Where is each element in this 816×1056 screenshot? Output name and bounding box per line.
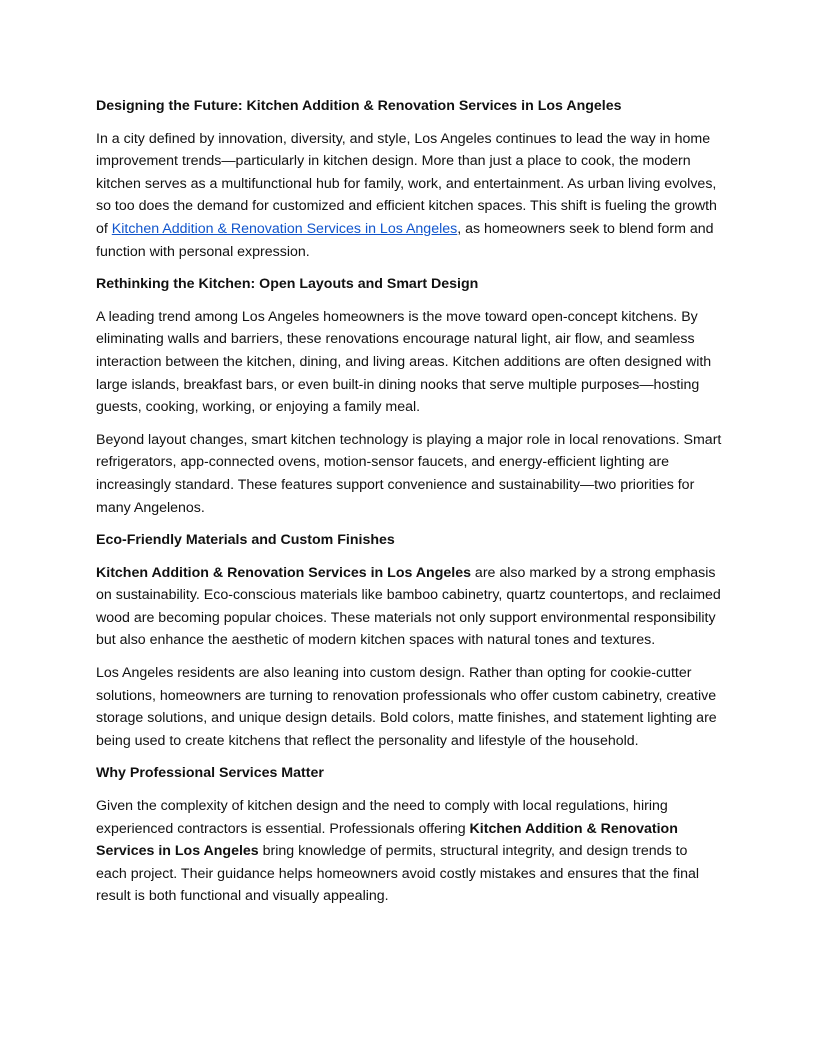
paragraph-sustainability: [96, 562, 722, 652]
section-heading-professional: Why Professional Services Matter: [96, 765, 324, 782]
bold-service-name-2: Kitchen Addition & Renovation Services in Los Angeles: [96, 820, 678, 860]
page-title: Designing the Future: Kitchen Addition & Renovation Services in Los Angeles: [96, 98, 622, 114]
paragraph-custom-design: Los Angeles residents are also leaning into custom design. Rather than opting for cookie-cutter solutions, homeowners are turning to renovation professionals who offer custom cabinetry, creative storage solutions, and unique design details. Bold colors, matte finishes, and statement lighting are being used to create kitchens that reflect the personality and lifestyle of the household.: [96, 665, 717, 749]
intro-paragraph: [96, 128, 722, 264]
paragraph-open-layouts: A leading trend among Los Angeles homeowners is the move toward open-concept kitchens. By eliminating walls and barriers, these renovations encourage natural light, air flow, and seamless interaction between the kitchen, dining, and living areas. Kitchen additions are often designed with large islands, breakfast bars, or even built-in dining nooks that serve multiple purposes—hosting guests, cooking, working, or enjoying a family meal.: [96, 308, 712, 416]
professional-text-after: bring knowledge of permits, structural integrity, and design trends to each project. Their guidance helps homeowners avoid costly mistakes and ensures that the final result is both functional and visually appealing.: [96, 843, 700, 905]
paragraph-professional: [96, 795, 722, 908]
bold-service-name: Kitchen Addition & Renovation Services in Los Angeles: [96, 564, 471, 581]
intro-text-before-link: In a city defined by innovation, diversity, and style, Los Angeles continues to lead the way in home improvement trends—particularly in kitchen design. More than just a place to cook, the modern kitchen serves as a multifunctional hub for family, work, and entertainment. As urban living evolves, so too does the demand for customized and efficient kitchen spaces. This shift is fueling the growth of: [96, 130, 717, 237]
sustainability-text: are also marked by a strong emphasis on sustainability. Eco-conscious materials like bamboo cabinetry, quartz countertops, and reclaimed wood are becoming popular choices. These materials not only support environmental responsibility but also enhance the aesthetic of modern kitchen spaces with natural tones and textures.: [96, 564, 721, 649]
professional-text-before: Given the complexity of kitchen design and the need to comply with local regulations, hiring experienced contractors is essential. Professionals offering: [96, 798, 668, 837]
paragraph-smart-tech: Beyond layout changes, smart kitchen technology is playing a major role in local renovations. Smart refrigerators, app-connected ovens, motion-sensor faucets, and energy-efficient lighting are increasingly standard. These features support convenience and sustainability—two priorities for many Angelenos.: [96, 431, 722, 516]
section-heading-rethinking: Rethinking the Kitchen: Open Layouts and Smart Design: [96, 276, 479, 293]
section-heading-eco: Eco-Friendly Materials and Custom Finishes: [96, 532, 395, 549]
document-page: [96, 95, 722, 918]
intro-text-after-link: , as homeowners seek to blend form and function with personal expression.: [96, 220, 714, 260]
service-link[interactable]: Kitchen Addition & Renovation Services in Los Angeles: [111, 220, 458, 237]
